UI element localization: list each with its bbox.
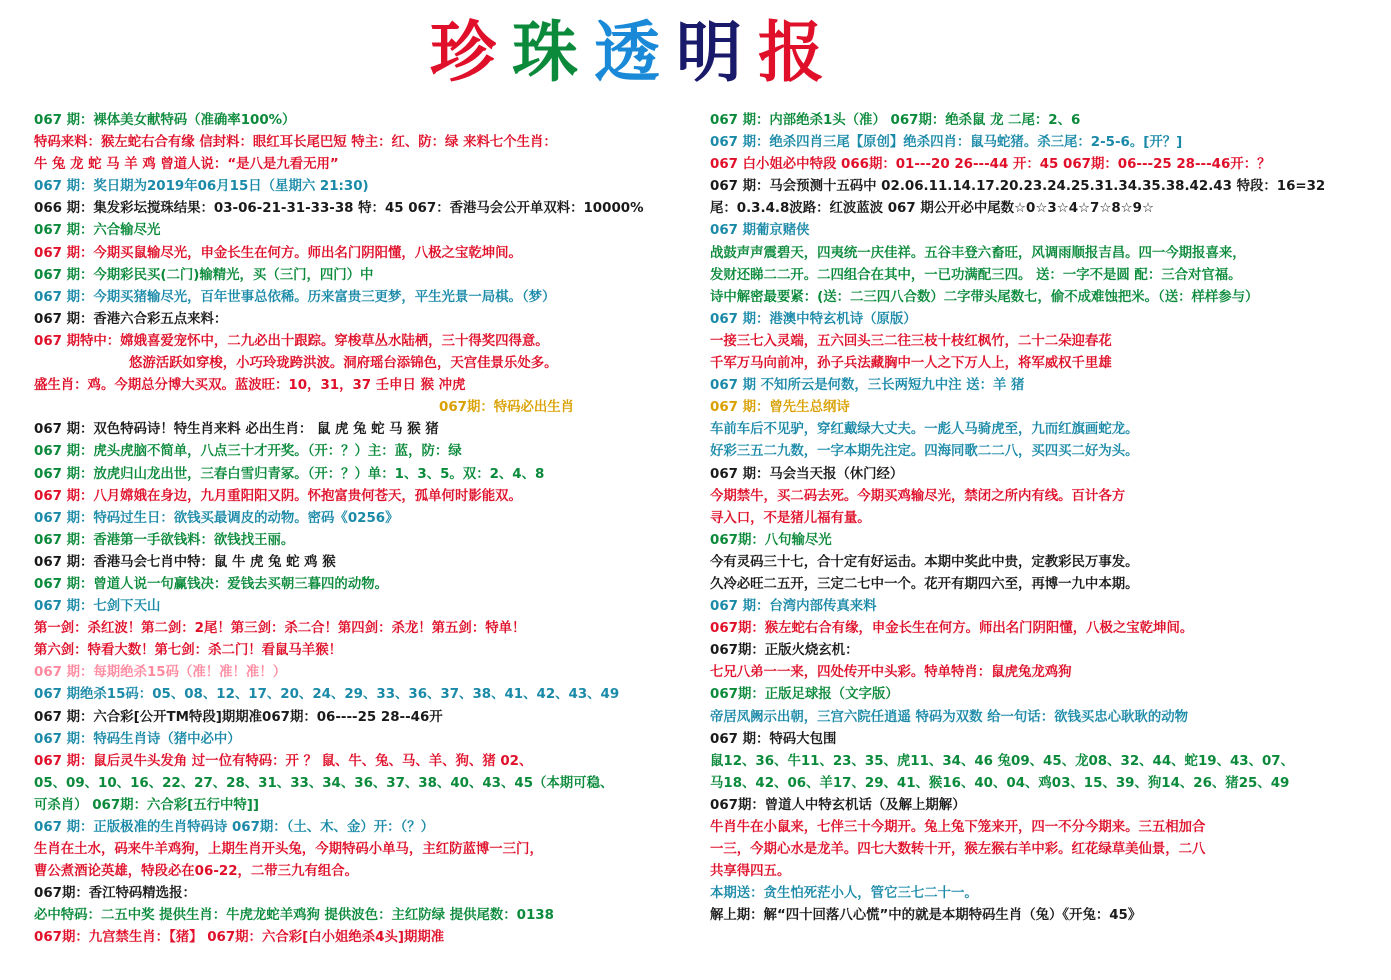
left-column-line: 067 期：双色特码诗！特生肖来料 必出生肖： 鼠 虎 兔 蛇 马 猴 猪 — [34, 422, 439, 438]
right-column-line: 067期：猴左蛇右合有缘，申金长生在何方。师出名门阴阳懂，八极之宝乾坤间。 — [710, 621, 1194, 637]
right-column-line: 067 期：港澳中特玄机诗（原版） — [710, 311, 917, 327]
right-column-line: 今有灵码三十七，合十定有好运击。本期中奖此中贵，定教彩民万事发。 — [710, 554, 1139, 570]
left-column-line: 067 期：曾道人说一句赢钱决：爱钱去买朝三暮四的动物。 — [34, 576, 388, 592]
right-column-line: 七兄八弟一一来，四处传开中头彩。特单特肖：鼠虎兔龙鸡狗 — [710, 665, 1072, 681]
left-column-line: 067 期：裸体美女献特码（准确率100%） — [34, 113, 296, 128]
right-column-line: 067 期：马会当天报（休门经） — [710, 466, 904, 482]
left-column-line: 生肖在土水，码来牛羊鸡狗，上期生肖开头兔，今期特码小单马，主红防蓝博一三门， — [34, 842, 543, 858]
title-char-4: 明 — [676, 13, 758, 91]
left-column-line: 悠游活跃如穿梭，小巧玲珑跨洪波。洞府瑶台添锦色，天宫佳景乐处多。 — [129, 356, 558, 372]
left-column-line: 067期：九宫禁生肖：【猪】 067期：六合彩[白小姐绝杀4头]期期准 — [34, 930, 445, 946]
left-column-line: 067 期：每期绝杀15码（准！准！准！） — [34, 665, 287, 681]
title-char-5: 报 — [758, 13, 840, 91]
right-column-line: 千军万马向前冲，孙子兵法藏胸中一人之下万人上，将军威权千里雄 — [710, 356, 1112, 372]
title-char-3: 透 — [594, 13, 676, 91]
left-column-line: 067 期：香港六合彩五点来料： — [34, 311, 228, 327]
right-column-line: 067 期：内部绝杀1头（准） 067期：绝杀鼠 龙 二尾：2、6 — [710, 113, 1081, 128]
left-column-line: 067 期：正版极准的生肖特码诗 067期：（土、木、金）开：（？） — [34, 820, 434, 835]
right-column-line: 车前车后不见驴，穿红戴绿大丈夫。一彪人马骑虎至，九而红旗画蛇龙。 — [710, 422, 1139, 438]
left-column-line: 067 期：六合输尽光 — [34, 223, 161, 239]
left-column-line: 067 期：鼠后灵牛头发角 过一位有特码：开 ？ 鼠、牛、兔、马、羊、狗、猪 02、 — [34, 753, 533, 769]
left-column-line: 067 期：六合彩[公开TM特段]期期准067期：06----25 28--46开 — [34, 709, 443, 725]
left-column-line: 067 期：今期买猪输尽光，百年世事总依稀。历来富贵三更梦，平生光景一局棋。（梦） — [34, 289, 556, 305]
right-column-line: 067期：正版火烧玄机： — [710, 643, 859, 659]
newspaper-title — [0, 8, 1270, 96]
left-column-line: 066 期：集发彩坛搅珠结果：03-06-21-31-33-38 特：45 067：香港马会公开单双料：10000% — [34, 201, 644, 217]
left-column-line: 067 期：香港第一手欲钱料：欲钱找王丽。 — [34, 532, 295, 548]
left-column-line: 067 期：特码过生日：欲钱买最调皮的动物。密码《0256》 — [34, 510, 399, 526]
left-column-line: 067 期：香港马会七肖中特：鼠 牛 虎 兔 蛇 鸡 猴 — [34, 554, 336, 570]
left-column-line: 067 期：虎头虎脑不简单，八点三十才开奖。（开：？）主：蓝，防：绿 — [34, 444, 462, 460]
right-column-line: 067期：曾道人中特玄机话（及解上期解） — [710, 797, 966, 813]
left-column-line: 第六剑：特看大数！第七剑：杀二门！看鼠马羊猴！ — [34, 643, 342, 659]
left-column-line: 曹公煮酒论英雄，特段必在06-22，二带三九有组合。 — [34, 864, 359, 880]
right-column-line: 067 期：马会预测十五码中 02.06.11.14.17.20.23.24.25.31.34.35.38.42.43 特段：16=32 — [710, 179, 1326, 195]
left-column-line: 第一剑：杀红波！第二剑：2尾！第三剑：杀二合！第四剑：杀龙！第五剑：特单！ — [34, 621, 526, 637]
left-column-line: 盛生肖：鸡。今期总分博大买双。蓝波旺：10，31，37 壬申日 猴 冲虎 — [34, 378, 466, 394]
right-column-line: 067 期 不知所云是何数，三长两短九中注 送：羊 猪 — [710, 378, 1025, 394]
right-column — [710, 110, 1378, 927]
right-column-line: 好彩三五二九数，一字本期先注定。四海同歌二二八，买四买二好为头。 — [710, 444, 1139, 460]
right-column-line: 牛肖牛在小鼠来，七伴三十今期开。兔上兔下笼来开，四一不分今期来。三五相加合 — [710, 820, 1206, 835]
left-column-line: 067 期：今期彩民买(二门)输精光，买（三门，四门）中 — [34, 267, 374, 283]
left-column-line: 特码来料：猴左蛇右合有缘 信封料：眼红耳长尾巴短 特主：红、防：绿 来料七个生肖： — [34, 135, 557, 151]
right-column-line: 解上期：解“四十回落八心慌”中的就是本期特码生肖（兔）《开兔：45》 — [710, 908, 1142, 924]
right-column-line: 067 期：特码大包围 — [710, 731, 837, 747]
left-column — [34, 110, 699, 950]
right-column-line: 战鼓声声震碧天，四夷统一庆佳祥。五谷丰登六畜旺，风调雨顺报吉昌。四一今期报喜来， — [710, 245, 1246, 261]
title-char-2: 珠 — [512, 13, 594, 91]
right-column-line: 067 期：曾先生总纲诗 — [710, 400, 850, 416]
left-column-line: 067 期：八月嫦娥在身边，九月重阳阳又阴。怀抱富贵何苍天，孤单何时影能双。 — [34, 488, 522, 504]
right-column-line: 本期送：贪生怕死茫小人，管它三七二十一。 — [710, 886, 978, 902]
left-column-line: 05、09、10、16、22、27、28、31、33、34、36、37、38、40、43、45（本期可稳、 — [34, 775, 614, 791]
left-column-line: 067 期：放虎归山龙出世，三春白雪归青冢。（开：？）单：1、3、5。双：2、4、8 — [34, 466, 545, 482]
right-column-line: 一三，今期心水是龙羊。四七大数转十开，猴左猴右羊中彩。红花绿草美仙景，二八 — [710, 842, 1206, 858]
right-column-line: 067 期：台湾内部传真来料 — [710, 599, 877, 615]
left-column-line: 067 期特中：嫦娥喜爱宠怀中，二九必出十跟踪。穿梭草丛水陆栖，三十得奖四得意。 — [34, 333, 549, 349]
right-column-line: 067 期葡京赌侠 — [710, 223, 810, 239]
left-column-line: 067期：特码必出生肖 — [439, 400, 575, 416]
left-column-line: 067 期：奖日期为2019年06月15日（星期六 21:30) — [34, 179, 369, 195]
right-column-line: 尾：0.3.4.8波路：红波蓝波 067 期公开必中尾数☆0☆3☆4☆7☆8☆9☆ — [710, 201, 1154, 217]
right-column-line: 寻入口，不是猪儿福有量。 — [710, 510, 871, 526]
right-column-line: 067 白小姐必中特段 066期：01---20 26---44 开：45 067期：06---25 28---46开：？ — [710, 157, 1271, 173]
right-column-line: 久冷必旺二五开，三定二七中一个。花开有期四六至，再博一九中本期。 — [710, 576, 1139, 592]
right-column-line: 鼠12、36、牛11、23、35、虎11、34、46 兔09、45、龙08、32、44、蛇19、43、07、 — [710, 753, 1295, 769]
left-column-line: 必中特码：二五中奖 提供生肖：牛虎龙蛇羊鸡狗 提供波色：主红防绿 提供尾数：0138 — [34, 908, 554, 924]
right-column-line: 发财还睇二二开。二四组合在其中，一已功满配三四。 送：一字不是圆 配：三合对官福。 — [710, 267, 1242, 283]
left-column-line: 牛 兔 龙 蛇 马 羊 鸡 曾道人说：“是八是九看无用” — [34, 157, 339, 173]
left-column-line: 067 期：七剑下天山 — [34, 599, 161, 615]
right-column-line: 一接三七入灵端，五六回头三二往三枝十枝红枫竹，二十二朵迎春花 — [710, 333, 1112, 349]
right-column-line: 067 期：绝杀四肖三尾【原创】绝杀四肖：鼠马蛇猪。杀三尾：2-5-6。[开？] — [710, 135, 1183, 151]
left-column-line: 067 期：特码生肖诗（猪中必中） — [34, 731, 241, 747]
right-column-line: 今期禁牛，买二码去死。今期买鸡输尽光，禁闭之所内有线。百计各方 — [710, 488, 1126, 504]
left-column-line: 067期：香江特码精选报： — [34, 886, 196, 902]
right-column-line: 帝居凤阙示出朝，三宫六院任逍遥 特码为双数 给一句话：欲钱买忠心耿耿的动物 — [710, 709, 1188, 725]
right-column-line: 马18、42、06、羊17、29、41、猴16、40、04、鸡03、15、39、狗14、26、猪25、49 — [710, 775, 1290, 791]
right-column-line: 共享得四五。 — [710, 864, 791, 880]
left-column-line: 067 期绝杀15码：05、08、12、17、20、24、29、33、36、37、38、41、42、43、49 — [34, 687, 620, 703]
right-column-line: 067期：正版足球报（文字版） — [710, 687, 899, 703]
right-column-line: 诗中解密最要紧：(送：二三四八合数）二字带头尾数七，偷不成难蚀把米。（送：样样参与） — [710, 289, 1259, 305]
right-column-line: 067期：八句输尽光 — [710, 532, 832, 548]
left-column-line: 可杀肖） 067期：六合彩[五行中特]] — [34, 797, 260, 813]
left-column-line: 067 期：今期买鼠输尽光，申金长生在何方。师出名门阴阳懂，八极之宝乾坤间。 — [34, 245, 522, 261]
title-char-1: 珍 — [430, 13, 512, 91]
